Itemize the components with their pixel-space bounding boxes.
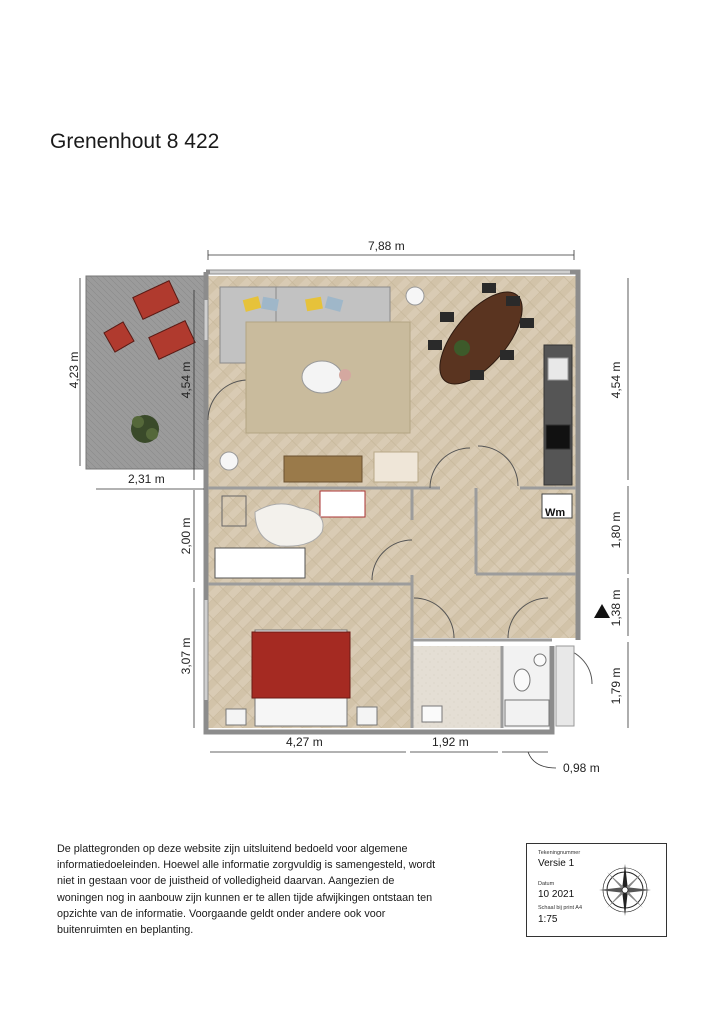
dim-living-height-left: 4,54 m <box>179 361 193 399</box>
daybed <box>215 548 305 578</box>
dim-balcony-height: 4,23 m <box>67 351 81 389</box>
storage-closet <box>556 646 574 726</box>
dim-storage-height: 1,79 m <box>609 667 623 705</box>
dim-bath-width: 1,92 m <box>432 735 469 749</box>
desk <box>320 491 365 517</box>
disclaimer-text: De plattegronden op deze website zijn uitsluitend bedoeld voor algemene informatiedoeleinden. Hoewel alle informatie zorgvuldig is samengesteld, wordt niet in gestaan voor de juistheid of volledigheid daarvan. Aangezien de woningen nog in aanbouw zijn kunnen er te allen tijde afwijkingen ontstaan ten opzichte van de informatie. Voorgaande geldt onder andere ook voor buitenruimten en beplanting. <box>57 843 436 937</box>
kitchen-counter <box>544 345 572 485</box>
floor-lamp <box>220 452 238 470</box>
dim-top-width: 7,88 m <box>368 239 405 253</box>
bed <box>252 630 350 726</box>
washing-machine-label: Wm <box>545 507 566 519</box>
nightstand <box>226 709 246 725</box>
hand-basin <box>534 654 546 666</box>
dim-hall-right: 1,80 m <box>609 511 623 549</box>
armchair <box>374 452 418 482</box>
tv-cabinet <box>284 456 362 482</box>
plant <box>131 415 159 443</box>
dim-room-small-height: 2,00 m <box>179 517 193 555</box>
toilet <box>514 669 530 691</box>
page-title: Grenenhout 8 422 <box>50 130 220 153</box>
dim-entrance: 1,38 m <box>609 589 623 627</box>
compass-rose-icon <box>597 862 653 918</box>
north-arrow-icon <box>594 604 610 618</box>
nightstand <box>357 707 377 725</box>
dim-bedroom-width: 4,27 m <box>286 735 323 749</box>
side-table <box>339 369 351 381</box>
dim-bedroom-height: 3,07 m <box>179 637 193 675</box>
coffee-table <box>302 361 342 393</box>
date-label: Datum <box>538 881 555 887</box>
scale-label: Schaal bij print A4 <box>538 905 583 911</box>
date-value: 10 2021 <box>538 889 575 900</box>
version-value: Versie 1 <box>538 858 575 869</box>
sink <box>422 706 442 722</box>
dim-living-height-right: 4,54 m <box>609 361 623 399</box>
dim-balcony-width: 2,31 m <box>128 472 165 486</box>
floor-lamp <box>406 287 424 305</box>
drawing-number-label: Tekeningnummer <box>538 850 581 856</box>
dim-toilet-width: 0,98 m <box>563 761 600 775</box>
scale-value: 1:75 <box>538 914 558 925</box>
